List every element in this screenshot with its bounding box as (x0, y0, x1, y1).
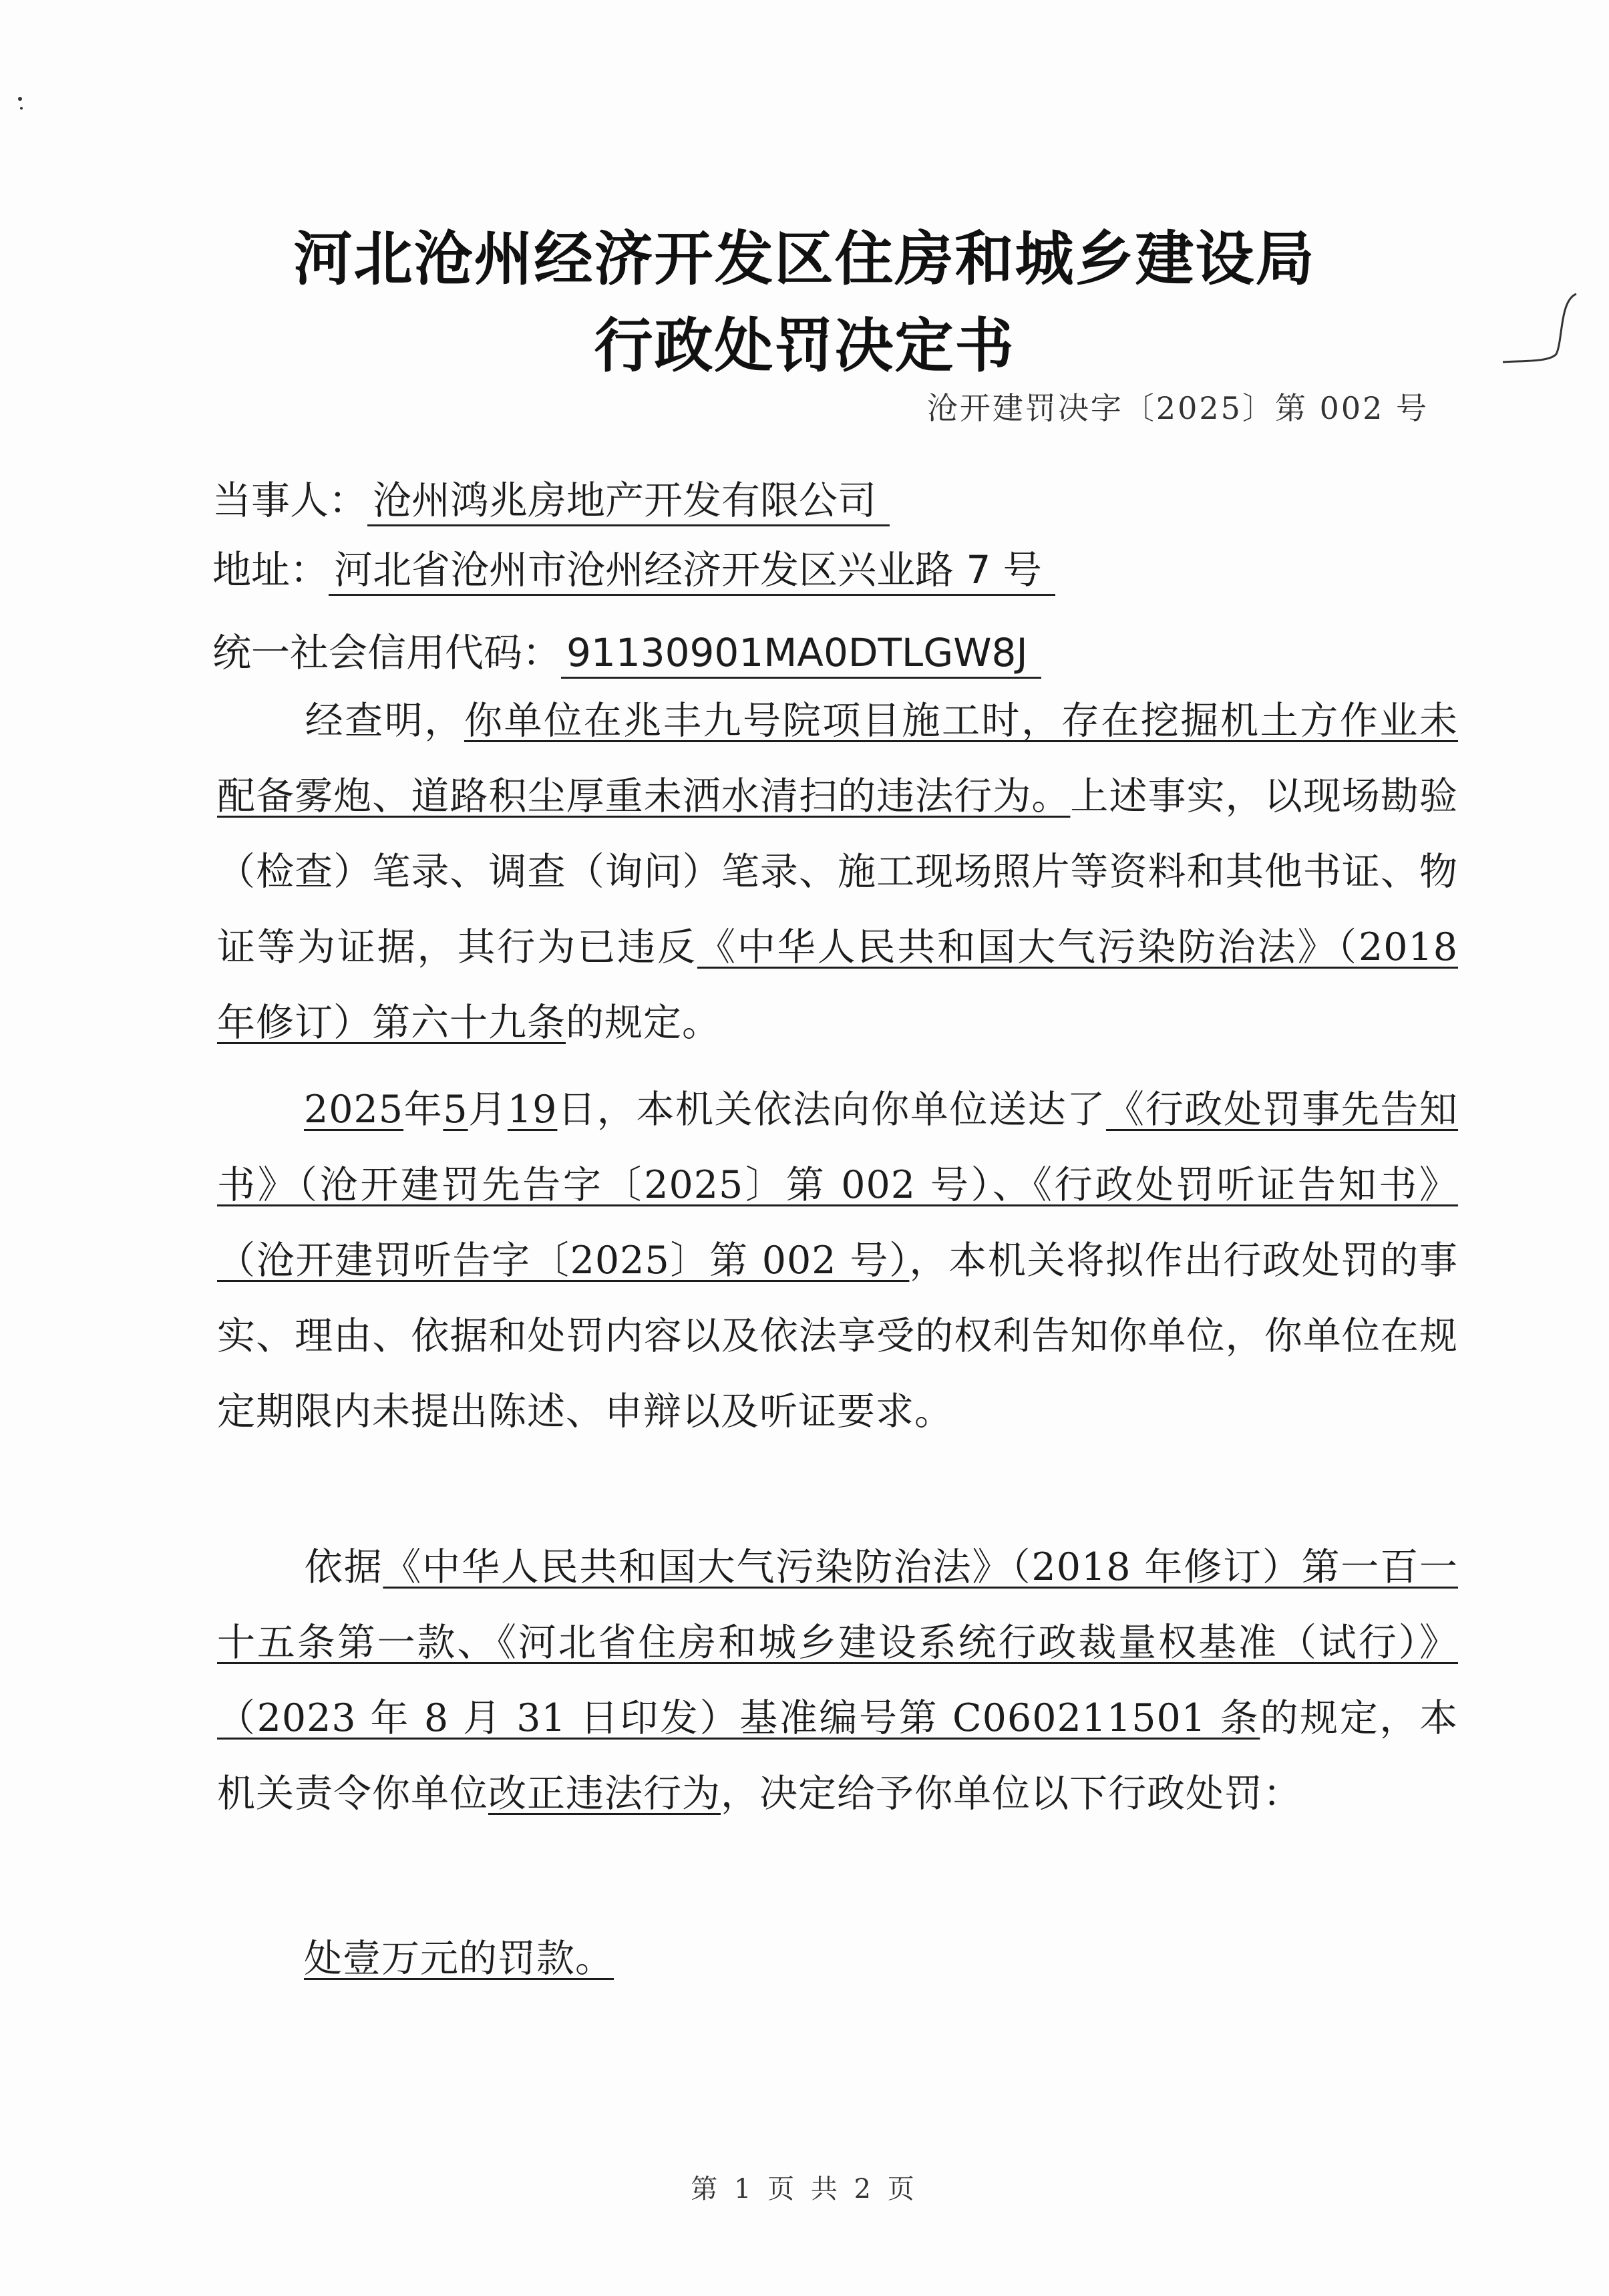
document-title-line1: 河北沧州经济开发区住房和城乡建设局 (293, 224, 1316, 293)
notice-month: 5 (443, 1088, 468, 1132)
notice-year-unit: 年 (403, 1088, 443, 1132)
notice-body: ，本机关将拟作出行政处罚的事实、理由、依据和处罚内容以及依法享受的权利告知你单位，你单位在规定期限内未提出陈述、申辩以及听证要求。 (217, 1239, 1459, 1434)
document-number: 沧开建罚决字〔2025〕第 002 号 (926, 390, 1429, 426)
findings-law: 《中华人民共和国大气污染防治法》（2018 年修订）第六十九条 (217, 925, 1459, 1045)
notice-documents: 《行政处罚事先告知书》（沧开建罚先告字〔2025〕第 002 号）、《行政处罚听证告知书》（沧开建罚听告字〔2025〕第 002 号） (217, 1088, 1459, 1283)
notice-day-unit: 日，本机关依法向你单位送达了 (557, 1088, 1106, 1132)
party-address-value: 河北省沧州市沧州经济开发区兴业路 7 号 (329, 547, 1055, 596)
notice-day: 19 (507, 1088, 558, 1132)
credit-code-field (212, 629, 1041, 676)
page-footer: 第 1 页 共 2 页 (691, 2174, 918, 2204)
notice-paragraph (217, 1072, 1458, 1450)
decision-basis: 《中华人民共和国大气污染防治法》（2018 年修订）第一百一十五条第一款、《河北省住房和城乡建设系统行政裁量权基准（试行）》（2023 年 8 月 31 日印发）基准编号第 C060211501 条 (217, 1545, 1458, 1740)
penalty-paragraph (217, 1921, 1458, 1997)
findings-tail: 的规定。 (566, 1001, 721, 1045)
penalty-text: 处壹万元的罚款。 (304, 1937, 614, 1981)
notice-month-unit: 月 (468, 1088, 508, 1132)
party-name-value: 沧州鸿兆房地产开发有限公司 (367, 478, 890, 526)
credit-code-label: 统一社会信用代码： (212, 630, 562, 675)
party-address-field (212, 546, 1055, 593)
decision-basis-prefix: 依据 (304, 1545, 383, 1589)
decision-tail: ，决定给予你单位以下行政处罚： (721, 1772, 1302, 1816)
credit-code-value: 91130901MA0DTLGW8J (561, 630, 1041, 679)
party-address-label: 地址： (212, 547, 329, 593)
findings-intro: 经查明， (304, 699, 464, 743)
findings-facts: 你单位在兆丰九号院项目施工时，存在挖掘机土方作业未配备雾炮、道路积尘厚重未洒水清扫的违法行为。 (217, 699, 1459, 818)
notice-year: 2025 (304, 1088, 404, 1132)
decision-paragraph (217, 1530, 1458, 1832)
findings-paragraph (217, 683, 1458, 1061)
party-name-field (212, 477, 890, 524)
party-name-label: 当事人： (212, 478, 368, 523)
decision-mid: 的规定，本机关责令你单位 (217, 1696, 1459, 1816)
decision-order: 改正违法行为 (488, 1772, 721, 1816)
document-title-line2: 行政处罚决定书 (594, 311, 1015, 380)
findings-evidence: 上述事实，以现场勘验（检查）笔录、调查（询问）笔录、施工现场照片等资料和其他书证、物证等为证据，其行为已违反 (217, 774, 1459, 969)
scan-speck (15, 94, 28, 114)
pen-mark (1496, 287, 1583, 367)
